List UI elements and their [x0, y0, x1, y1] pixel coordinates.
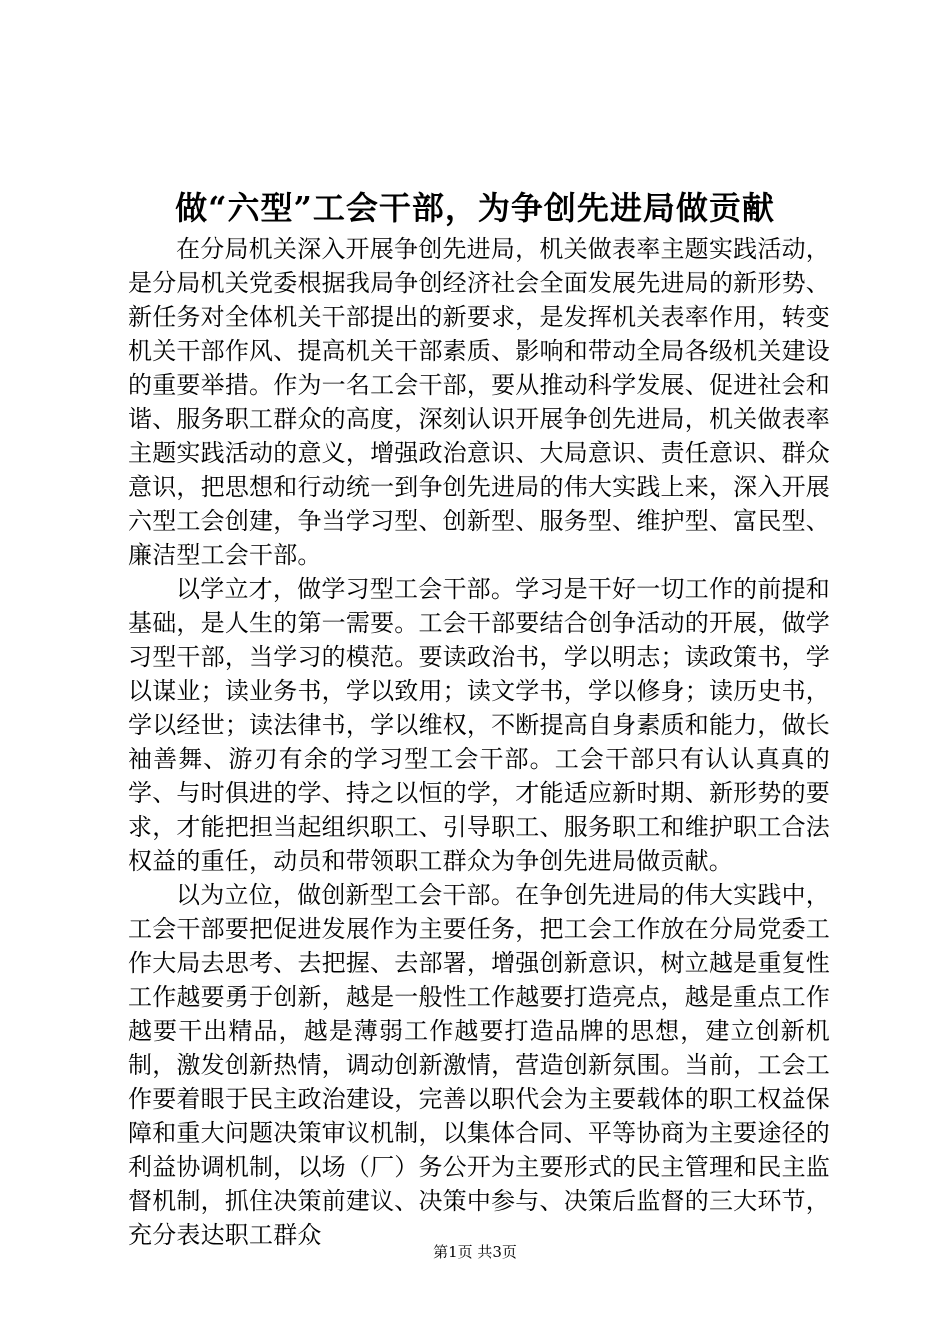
page-number-footer: 第1页 共3页 [433, 1243, 517, 1261]
document-title: 做“六型”工会干部，为争创先进局做贡献 [175, 189, 775, 227]
paragraph-3: 以为立位，做创新型工会干部。在争创先进局的伟大实践中，工会干部要把促进发展作为主要任务，把工会工作放在分局党委工作大局去思考、去把握、去部署，增强创新意识，树立越是重复性工作越要勇于创新，越是一般性工作越要打造亮点，越是重点工作越要干出精品，越是薄弱工作越要打造品牌的思想，建立创新机制，激发创新热情，调动创新激情，营造创新氛围。当前，工会工作要着眼于民主政治建设，完善以职代会为主要载体的职工权益保障和重大问题决策审议机制，以集体合同、平等协商为主要途径的利益协调机制，以场（厂）务公开为主要形式的民主管理和民主监督机制，抓住决策前建议、决策中参与、决策后监督的三大环节，充分表达职工群众 [128, 881, 830, 1249]
document-body [128, 232, 830, 1252]
paragraph-2: 以学立才，做学习型工会干部。学习是干好一切工作的前提和基础，是人生的第一需要。工会干部要结合创争活动的开展，做学习型干部，当学习的模范。要读政治书，学以明志；读政策书，学以谋业；读业务书，学以致用；读文学书，学以修身；读历史书，学以经世；读法律书，学以维权，不断提高自身素质和能力，做长袖善舞、游刃有余的学习型工会干部。工会干部只有认认真真的学、与时俱进的学、持之以恒的学，才能适应新时期、新形势的要求，才能把担当起组织职工、引导职工、服务职工和维护职工合法权益的重任，动员和带领职工群众为争创先进局做贡献。 [128, 575, 830, 875]
paragraph-1: 在分局机关深入开展争创先进局，机关做表率主题实践活动，是分局机关党委根据我局争创经济社会全面发展先进局的新形势、新任务对全体机关干部提出的新要求，是发挥机关表率作用，转变机关干部作风、提高机关干部素质、影响和带动全局各级机关建设的重要举措。作为一名工会干部，要从推动科学发展、促进社会和谐、服务职工群众的高度，深刻认识开展争创先进局，机关做表率主题实践活动的意义，增强政治意识、大局意识、责任意识、群众意识，把思想和行动统一到争创先进局的伟大实践上来，深入开展六型工会创建，争当学习型、创新型、服务型、维护型、富民型、廉洁型工会干部。 [128, 235, 830, 569]
